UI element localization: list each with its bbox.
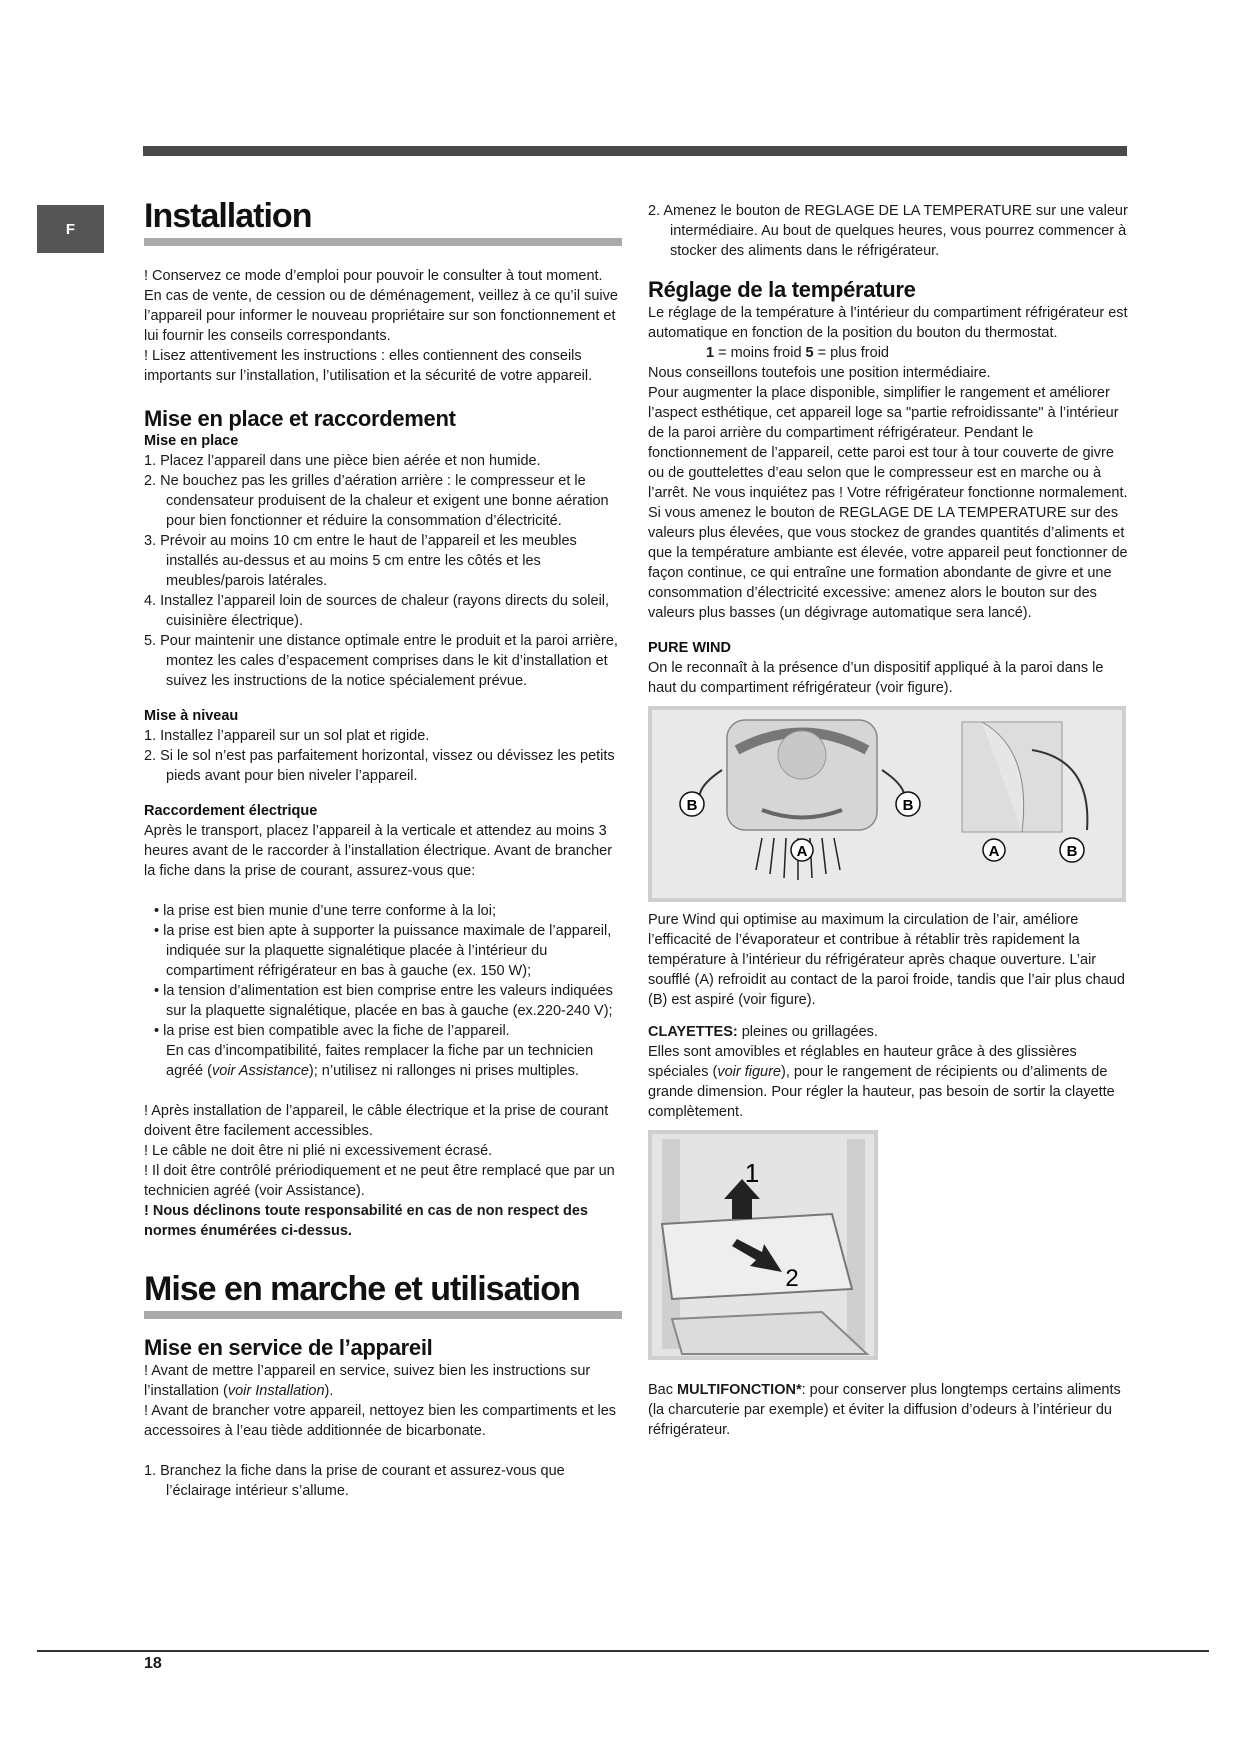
right-column [648, 201, 1128, 1440]
elec-bullet-list [144, 901, 624, 1041]
intro-paragraph: ! Lisez attentivement les instructions : elles contiennent des conseils importants sur l’installation, l’utilisation et la sécurité de votre appareil. [144, 348, 593, 384]
bac-paragraph [648, 1380, 1128, 1440]
installation-reference: voir Installation [227, 1383, 325, 1399]
list-item: 1. Placez l’appareil dans une pièce bien aérée et non humide. [144, 453, 541, 469]
installation-title: Installation [144, 197, 312, 235]
temperature-paragraph: Pour augmenter la place disponible, simplifier le rangement et améliorer l’aspect esthétique, cet appareil loge sa "partie refroidissante" à l’intérieur de la paroi arrière du compartiment réfrigérateur. Pendant le fonctionnement de l’appareil, cette paroi est tour à tour couverte de givre ou de gouttelettes d’eau selon que le compresseur est en marche ou à l’arrêt. Ne vous inquiétez pas ! Votre réfrigérateur fonctionne normalement. [648, 385, 1128, 501]
fig-label-b: B [686, 797, 698, 814]
shelf-figure [648, 1130, 878, 1360]
bac-label: MULTIFONCTION* [677, 1382, 802, 1398]
page-number: 18 [144, 1655, 162, 1672]
elec-intro: Après le transport, placez l’appareil à la verticale et attendez au moins 3 heures avant de le raccorder à l’installation électrique. Avant de brancher la fiche dans la prise de courant, assurez-vous que: [144, 823, 613, 879]
list-item: 4. Installez l’appareil loin de sources de chaleur (rayons directs du soleil, cuisinière électrique). [144, 593, 610, 629]
fig-label-b: B [902, 797, 914, 814]
bac-text: Bac [648, 1382, 678, 1398]
list-item: • la prise est bien compatible avec la fiche de l’appareil. [144, 1021, 624, 1041]
clayettes-text: Elles sont amovibles et réglables en hauteur grâce à des glissières spéciales ( [648, 1044, 1077, 1080]
service-title: Mise en service de l’appareil [144, 1335, 433, 1360]
fig-label-1: 1 [744, 1158, 760, 1188]
assistance-reference: voir Assistance [211, 1063, 309, 1079]
purewind-description: Pure Wind qui optimise au maximum la circulation de l’air, améliore l’efficacité de l’évaporateur et contribue à rétablir très rapidement la température à l’intérieur du réfrigérateur après chaque ouverture. L’air soufflé (A) refroidit au contact de la paroi froide, tandis que l’air plus chaud (B) est aspiré (voir figure). [648, 912, 1125, 1008]
language-tab: F [37, 205, 104, 253]
purewind-title: PURE WIND [648, 640, 731, 656]
list-item: 5. Pour maintenir une distance optimale entre le produit et la paroi arrière, montez les cales d’espacement comprises dans le kit d’installation et suivez les instructions de la notice spécialement prévue. [144, 633, 618, 689]
service-paragraph: ! Avant de brancher votre appareil, nettoyez bien les compartiments et les accessoires à l’eau tiède additionnée de bicarbonate. [144, 1403, 617, 1439]
service-text: ! Avant de mettre l’appareil en service, suivez bien les instructions sur l’installation ( [144, 1363, 591, 1399]
fig-label-a: A [796, 843, 808, 860]
mise-en-place-subtitle: Mise en place [144, 433, 239, 449]
fig-label-2: 2 [785, 1265, 799, 1292]
purewind-figure [648, 706, 1126, 902]
warning-paragraph: ! Le câble ne doit être ni plié ni excessivement écrasé. [144, 1143, 493, 1159]
note-text: ); n’utilisez ni rallonges ni prises multiples. [308, 1063, 579, 1079]
list-item: • la prise est bien munie d’une terre conforme à la loi; [144, 901, 624, 921]
placement-title: Mise en place et raccordement [144, 406, 456, 431]
clayettes-text: ), pour le rangement de récipients ou d’aliments de grande dimension. Pour régler la hauteur, pas besoin de sortir la clayette complètement. [648, 1064, 1115, 1120]
title-underline [144, 1311, 622, 1319]
temperature-paragraph: Si vous amenez le bouton de REGLAGE DE LA TEMPERATURE sur des valeurs plus élevées, que vous stockez de grandes quantités d’aliments et que la température ambiante est élevée, votre appareil peut fonctionner de façon continue, ce qui entraîne une formation abondante de givre et une consommation d’électricité excessive: amenez alors le bouton sur des valeurs plus basses (un dégivrage automatique sera lancé). [648, 505, 1128, 621]
left-column [144, 196, 624, 1501]
note-text: En cas d’incompatibilité, faites remplacer la fiche par un technicien agréé ( [166, 1043, 594, 1079]
clayettes-paragraph [648, 1042, 1128, 1122]
marche-title: Mise en marche et utilisation [144, 1270, 580, 1308]
mise-en-place-list [144, 451, 624, 691]
header-bar [143, 146, 1127, 156]
shelf-illustration [652, 1134, 874, 1356]
thermo-text: = plus froid [813, 345, 889, 361]
temperature-paragraph: Nous conseillons toutefois une position intermédiaire. [648, 365, 991, 381]
figure-reference: voir figure [717, 1064, 781, 1080]
list-item: • la prise est bien apte à supporter la puissance maximale de l’appareil, indiquée sur la plaquette signalétique placée à l’intérieur du compartiment réfrigérateur en bas à gauche (ex. 150 W); [144, 921, 624, 981]
temperature-paragraph: Le réglage de la température à l’intérieur du compartiment réfrigérateur est automatique en fonction de la position du bouton du thermostat. [648, 305, 1128, 341]
elec-subtitle: Raccordement électrique [144, 803, 318, 819]
thermo-min: 1 [706, 345, 715, 361]
warning-paragraph: ! Il doit être contrôlé prériodiquement et ne peut être remplacé que par un technicien agréé (voir Assistance). [144, 1163, 615, 1199]
niveau-list [144, 726, 624, 786]
thermo-max: 5 [805, 345, 814, 361]
clayettes-heading [648, 1022, 1128, 1042]
warning-paragraph: ! Après installation de l’appareil, le câble électrique et la prise de courant doivent être facilement accessibles. [144, 1103, 609, 1139]
purewind-paragraph: On le reconnaît à la présence d’un dispositif appliqué à la paroi dans le haut du compartiment réfrigérateur (voir figure). [648, 660, 1104, 696]
fig-label-a: A [988, 843, 1000, 860]
bac-text: : pour conserver plus longtemps certains aliments (la charcuterie par exemple) et éviter la diffusion d’odeurs à l’intérieur du réfrigérateur. [648, 1382, 1121, 1438]
warning-bold: ! Nous déclinons toute responsabilité en cas de non respect des normes énumérées ci-dessus. [144, 1203, 588, 1239]
service-step-1: 1. Branchez la fiche dans la prise de courant et assurez-vous que l’éclairage intérieur s’allume. [144, 1463, 565, 1499]
service-text: ). [324, 1383, 334, 1399]
clayettes-label: CLAYETTES: [648, 1024, 738, 1040]
list-item: 2. Si le sol n’est pas parfaitement horizontal, vissez ou dévissez les petits pieds avant pour bien niveler l’appareil. [144, 748, 615, 784]
service-paragraph [144, 1361, 624, 1401]
thermo-text: = moins froid [714, 345, 806, 361]
intro-paragraph: ! Conservez ce mode d’emploi pour pouvoir le consulter à tout moment. En cas de vente, de cession ou de déménagement, veillez à ce qu’il suive l’appareil pour informer le nouveau propriétaire sur son fonctionnement et lui fournir les conseils correspondants. [144, 268, 618, 344]
list-item: 3. Prévoir au moins 10 cm entre le haut de l’appareil et les meubles installés au-dessus et au moins 5 cm entre les côtés et les meubles/parois latérales. [144, 533, 577, 589]
thermostat-scale [648, 343, 1128, 363]
clayettes-text: pleines ou grillagées. [737, 1024, 878, 1040]
temperature-title: Réglage de la température [648, 277, 916, 302]
title-underline [144, 238, 622, 246]
service-step-2: 2. Amenez le bouton de REGLAGE DE LA TEMPERATURE sur une valeur intermédiaire. Au bout de quelques heures, vous pourrez commencer à stocker des aliments dans le réfrigérateur. [648, 203, 1128, 259]
fig-label-b: B [1066, 843, 1078, 860]
list-item: 2. Ne bouchez pas les grilles d’aération arrière : le compresseur et le condensateur produisent de la chaleur et exigent une bonne aération pour bien fonctionner et réduire la consommation d’électricité. [144, 473, 609, 529]
purewind-illustration [652, 710, 1122, 898]
footer-rule [37, 1650, 1209, 1652]
list-item: 1. Installez l’appareil sur un sol plat et rigide. [144, 728, 430, 744]
niveau-subtitle: Mise à niveau [144, 708, 239, 724]
list-item: • la tension d’alimentation est bien comprise entre les valeurs indiquées sur la plaquette signalétique, placée en bas à gauche (ex.220-240 V); [144, 981, 624, 1021]
elec-incompat-note [144, 1041, 624, 1081]
